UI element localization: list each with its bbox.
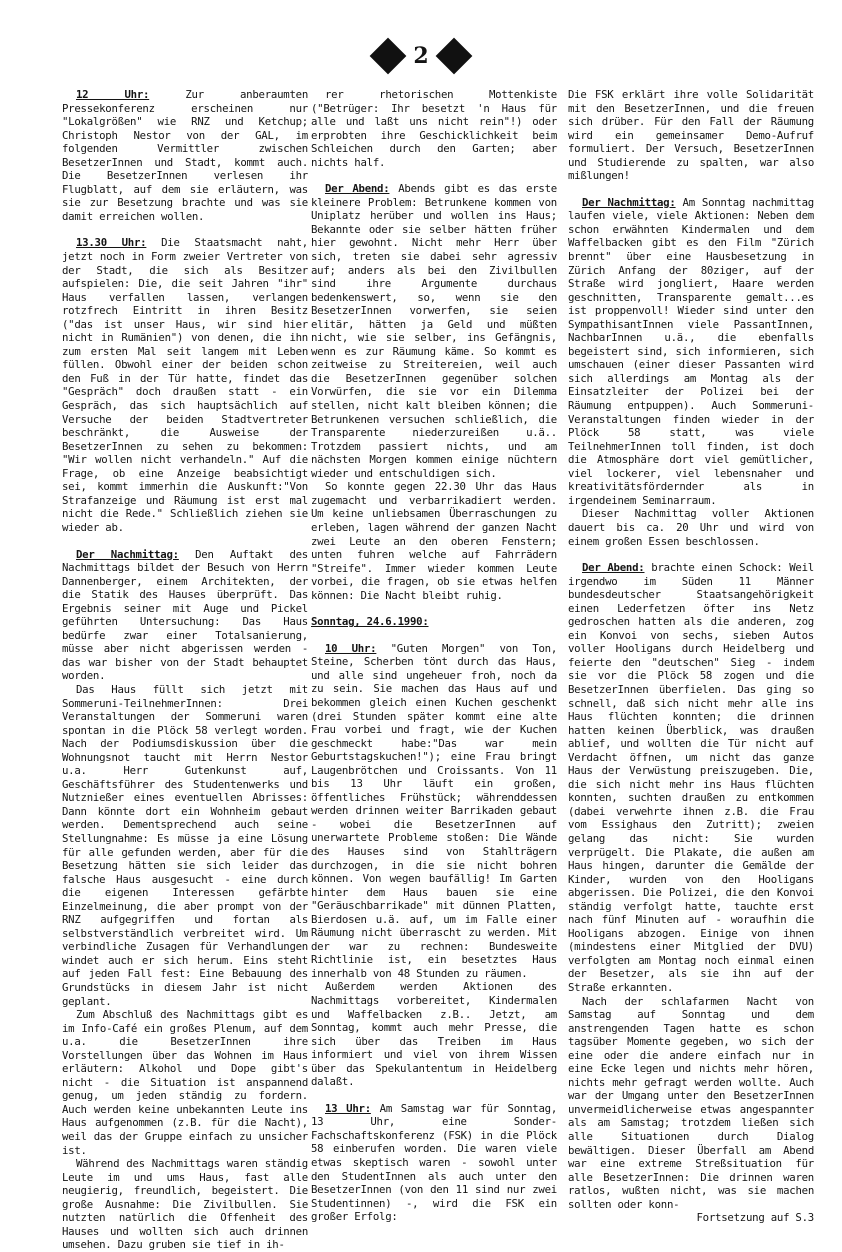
text-column-1	[62, 88, 309, 1252]
diamond-ornament-right	[435, 38, 472, 75]
paragraph-text: Das Haus füllt sich jetzt mit Sommeruni-TeilnehmerInnen: Drei Veranstaltungen der Sommeruni waren spontan in die Plöck 58 verlegt worden. Nach der Podiumsdiskussion über die Wohnungsnot taucht mit Herrn Nestor u.a. Herr Gutenkunst auf, Geschäftsführer des Studentenwerks und Nutznießer eines eventuellen Abrisses: Dann könnte dort ein Wohnheim gebaut werden. Dementsprechend auch seine Stellungnahme: Es müsse ja eine Lösung für alle gefunden werden, aber für die Besetzung hätten sie sich leider das falsche Haus ausgesucht - eine durch die eigenen Interessen gefärbte Einzelmeinung, die aber prompt von der RNZ aufgegriffen und fortan als selbstverständlich verbreitet wird. Um verbindliche Zusagen für Verhandlungen windet auch er sich herum. Eins steht auf jeden Fall fest: Eine Bebauung des Grundstücks in diesem Jahr ist nicht geplant.	[62, 682, 308, 1008]
time-label: 13 Uhr:	[325, 1101, 371, 1115]
paragraph-text: Den Auftakt des Nachmittags bildet der Besuch von Herrn Dannenberger, einem Architekten, der die Statik des Hauses überprüft. Das Ergebnis seiner mit Auge und Pickel geführten Untersuchung: Das Haus bedürfe zwar einer Totalsanierung, müsse aber nicht abgerissen werden - das war bisher von der Stadt behauptet worden.	[62, 547, 308, 683]
time-label: 10 Uhr:	[325, 641, 377, 655]
paragraph	[311, 1102, 557, 1224]
paragraph	[568, 88, 814, 183]
page-number: 2	[413, 43, 429, 69]
paragraph-text: "Guten Morgen" von Ton, Steine, Scherben tönt durch das Haus, und alle sind ungeheuer froh, noch da zu sein. Sie machen das Haus auf und bekommen gleich einen Kuchen geschenkt (drei Stunden später kommt eine alte Frau vorbei und fragt, wie der Kuchen geschmeckt habe:"Das war mein Geburtstagskuchen!"); eine Frau bringt Laugenbrötchen und Croissants. Von 11 bis 13 Uhr läuft ein großen, öffentliches Frühstück; währenddessen werden drinnen weiter Barrikaden gebaut - wobei die BesetzerInnen auf unerwartete Probleme stoßen: Die Wände des Hauses sind von Stahlträgern durchzogen, in die sie nicht bohren können. Von wegen baufällig! Im Garten hinter dem Haus bauen sie eine "Geräuschbarrikade" mit dünnen Platten, Bierdosen u.ä. auf, um im Falle einer Räumung nicht überrascht zu werden. Mit der war zu rechnen: Bundesweite Richtlinie ist, ein besetztes Haus innerhalb von 48 Stunden zu räumen.	[311, 641, 557, 980]
page-header	[0, 36, 842, 76]
section-heading	[311, 615, 557, 629]
paragraph-text: Während des Nachmittags waren ständig Leute im und ums Haus, fast alle neugierig, freundlich, begeistert. Die große Ausnahme: Die Zivilbullen. Sie nutzten natürlich die Offenheit des Hauses und wollten sich auch drinnen umsehen. Dazu gruben sie tief in ih-	[62, 1157, 308, 1252]
paragraph	[62, 1008, 308, 1157]
diamond-ornament-left	[370, 38, 407, 75]
paragraph	[311, 642, 557, 981]
paragraph	[568, 561, 814, 995]
paragraph	[311, 980, 557, 1088]
paragraph	[311, 88, 557, 169]
paragraph-text: So konnte gegen 22.30 Uhr das Haus zugemacht und verbarrikadiert werden. Um keine unliebsamen Überraschungen zu erleben, lagen während der ganzen Nacht zwei Leute an den oberen Fenstern; unten fuhren welche auf Fahrrädern "Streife". Immer wieder kommen Leute vorbei, die fragen, ob sie etwas helfen können: Die Nacht bleibt ruhig.	[311, 480, 557, 602]
paragraph	[62, 548, 308, 683]
paragraph	[311, 480, 557, 602]
paragraph-text: Zum Abschluß des Nachmittags gibt es im Info-Café ein großes Plenum, auf dem u.a. die BesetzerInnen ihre Vorstellungen über das Wohnen im Haus erläutern: Alkohol und Dope gibt's nicht - die Situation ist anspannend genug, um jeden ständig zu fordern. Auch werden keine unbekannten Leute ins Haus aufgenommen (z.B. für die Nacht), weil das der Gruppe einfach zu unsicher ist.	[62, 1008, 308, 1157]
section-date: Sonntag, 24.6.1990:	[311, 615, 429, 629]
paragraph-text: Zur anberaumten Pressekonferenz erscheinen nur "Lokalgrößen" wie RNZ und Ketchup; Christoph Nestor von der GAL, im folgenden Vermittler zwischen BesetzerInnen und Stadt, kommt auch. Die BesetzerInnen verlesen ihr Flugblatt, auf dem sie erläutern, was sie zur Besetzung brachte und was sie damit erreichen wollen.	[62, 88, 309, 223]
text-column-3	[568, 88, 814, 1225]
paragraph	[62, 1157, 308, 1252]
paragraph	[62, 88, 308, 223]
paragraph	[568, 196, 814, 508]
paragraph-text: rer rhetorischen Mottenkiste ("Betrüger: Ihr besetzt 'n Haus für alle und laßt uns nicht rein"!) oder erprobten ihre Geschicklichkeit beim Schleichen durch den Garten; aber nichts half.	[311, 88, 557, 169]
time-label: Der Nachmittag:	[582, 195, 676, 209]
continued-note: Fortsetzung auf S.3	[696, 1211, 814, 1225]
paragraph-text: brachte einen Schock: Weil irgendwo im Süden 11 Männer bundesdeutscher Staatsangehörigkeit einen Lederfetzen öfter ins Netz gedroschen hatten als die anderen, zog ein Konvoi von sechs, sieben Autos voller Hooligans durch Heidelberg und feierte den "deutschen" Sieg - indem sie vor die Plöck 58 zogen und die BesetzerInnen überfielen. Das ging so schnell, daß sich nicht mehr alle ins Haus flüchten konnten; die drinnen hatten keinen Überblick, was draußen ablief, und wollten die Tür nicht auf Verdacht öffnen, um nicht das ganze Haus der Verwüstung preiszugeben. Die, die sich nicht mehr ins Haus flüchten konnten, suchten draußen zu entkommen (dabei verwehrte ihnen z.B. die Frau vom Essighaus den Zutritt); zweien gelang das nicht: Sie wurden verprügelt. Die Plakate, die außen am Haus hingen, darunter die Gemälde der Kinder, wurden von den Hooligans abgerissen. Die Polizei, die den Konvoi ständig verfolgt hatte, tauchte erst nach fünf Minuten auf - woraufhin die Hooligans abzogen. Einige von ihnen (mindestens einer Mitglied der DVU) verfolgten am Montag noch einmal einen der Besetzer, als sie ihn auf der Straße erkannten.	[568, 561, 814, 994]
paragraph	[311, 182, 557, 480]
paragraph-text: Die FSK erklärt ihre volle Solidarität mit den BesetzerInnen, und die freuen sich drüber. Für den Fall der Räumung wird ein gemeinsamer Demo-Aufruf formuliert. Der Versuch, BesetzerInnen und Studierende zu spalten, war also mißlungen!	[568, 88, 814, 183]
time-label: Der Nachmittag:	[76, 547, 179, 561]
paragraph-text: Außerdem werden Aktionen des Nachmittags vorbereitet, Kindermalen und Waffelbacken z.B.. Jetzt, am Sonntag, kommt auch mehr Presse, die sich über das Treiben im Haus informiert und viel von ihrem Wissen über das Spekulantentum in Heidelberg dalaßt.	[311, 980, 557, 1089]
paragraph-text: Am Samstag war für Sonntag, 13 Uhr, eine Sonder-Fachschaftskonferenz (FSK) in die Plöck 58 einberufen worden. Die waren viele etwas skeptisch waren - sowohl unter den StudentInnen als auch unter den BesetzerInnen (von den 11 sind nur zwei Studentinnen) -, wird die FSK ein großer Erfolg:	[311, 1101, 557, 1224]
paragraph-text: Die Staatsmacht naht, jetzt noch in Form zweier Vertreter von der Stadt, die sich als Besitzer aufspielen: Die, die seit Jahren "ihr" Haus verfallen lassen, verlangen rotzfrech Eintritt in ihren Besitz ("das ist unser Haus, wir sind hier nicht in Rumänien") von denen, die ihn zum ersten Mal seit langem mit Leben füllen. Obwohl einer der beiden schon den Fuß in der Tür hatte, findet das "Gespräch" doch draußen statt - ein Gespräch, das sich hauptsächlich auf Versuche der beiden Stadtvertreter beschränkt, die Ausweise der BesetzerInnen zu sehen zu bekommen: "Wir wollen nicht verhandeln." Auf die Frage, ob eine Anzeige beabsichtigt sei, kommt immerhin die Auskunft:"Von Strafanzeige und Räumung ist erst mal nicht die Rede." Schließlich ziehen sie wieder ab.	[62, 236, 308, 534]
time-label: Der Abend:	[582, 561, 645, 575]
time-label: Der Abend:	[325, 182, 390, 196]
text-column-2	[311, 88, 557, 1224]
paragraph-text: Dieser Nachmittag voller Aktionen dauert bis ca. 20 Uhr und wird von einem großen Essen beschlossen.	[568, 507, 814, 548]
time-label: 13.30 Uhr:	[76, 236, 147, 250]
time-label: 12 Uhr:	[76, 88, 150, 101]
paragraph	[62, 236, 308, 534]
paragraph	[62, 683, 308, 1008]
paragraph-text: Am Sonntag nachmittag laufen viele, viele Aktionen: Neben dem schon erwähnten Kindermalen und dem Waffelbacken gibt es den Film "Zürich brennt" über eine Hausbesetzung in Zürich Anfang der 80ziger, auf der Straße wird jongliert, Haare werden geschnitten, Transparente gemalt...es ist proppenvoll! Wieder sind unter den SympathisantInnen viele PassantInnen, NachbarInnen u.ä., die ebenfalls begeistert sind, sich informieren, sich umschauen (einer dieser Passanten wird sich allerdings am Montag als der Einsatzleiter der Polizei bei der Räumung entpuppen). Auch Sommeruni-Veranstaltungen finden wieder in der Plöck 58 statt, was viele TeilnehmerInnen toll finden, ist doch die Atmosphäre dort viel gemütlicher, viel lockerer, viel lebensnaher und kreativitätsfördernder als in irgendeinem Seminarraum.	[568, 195, 814, 507]
paragraph-text: Nach der schlafarmen Nacht von Samstag auf Sonntag und dem anstrengenden Tagen hatte es schon tagsüber Momente gegeben, wo sich der eine oder die andere einfach nur in eine Ecke legen und nichts mehr hören, nichts mehr gefragt werden wollte. Auch war der Umgang unter den BesetzerInnen unvermeidlicherweise etwas angespannter als am Samstag; trotzdem ließen sich alle Situationen durch Dialog bewältigen. Dieser Überfall am Abend war eine extreme Streßsituation für alle BesetzerInnen: Die drinnen waren ratlos, wußten nicht, was sie machen sollten oder konn-	[568, 994, 814, 1211]
paragraph	[568, 995, 814, 1212]
paragraph	[568, 507, 814, 548]
paragraph-text: Abends gibt es das erste kleinere Problem: Betrunkene kommen von Uniplatz herüber und wollen ins Haus; Bekannte oder sie selber hätten früher hier gewohnt. Nicht mehr Herr über sich, treten sie dabei sehr agressiv auf; anders als bei den Zivilbullen sind ihre Argumente durchaus bedenkenswert, so, wenn sie den BesetzerInnen vorwerfen, sie seien elitär, hätten ja Geld und müßten nicht, wie sie selber, ins Gefängnis, wenn es zur Räumung käme. So kommt es zeitweise zu Streitereien, weil auch die BesetzerInnen gegenüber solchen Vorwürfen, die sie vor ein Dilemma stellen, nicht kalt bleiben können; die Betrunkenen versuchen schließlich, die Transparente niederzureißen u.ä.. Trotzdem passiert nichts, und am nächsten Morgen kommen einige nüchtern wieder und entschuldigen sich.	[311, 182, 557, 480]
